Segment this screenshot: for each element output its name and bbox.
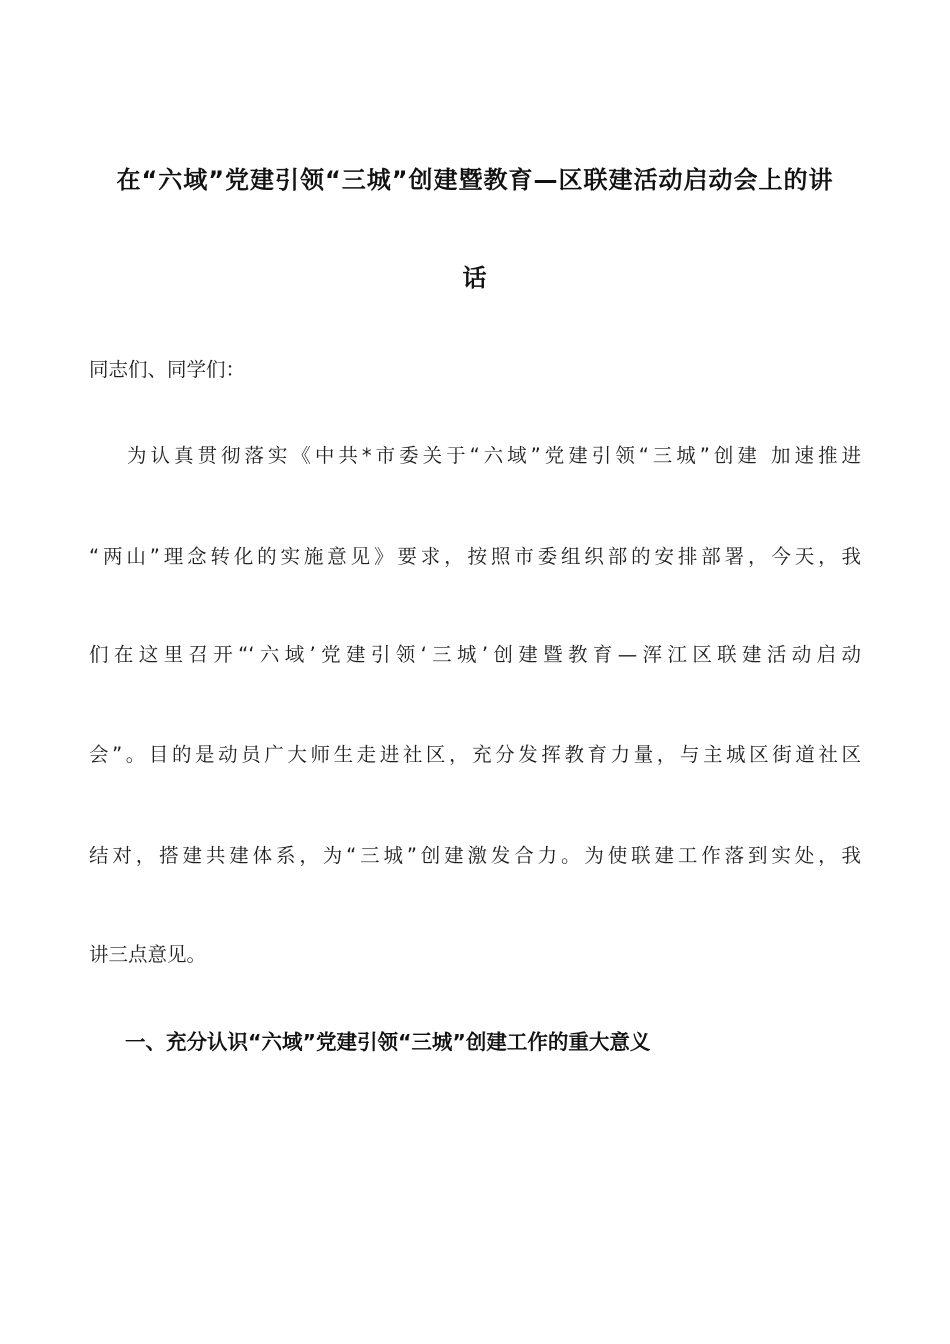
paragraph-line: 们在这里召开“‘六域’党建引领‘三城’创建暨教育—浑江区联建活动启动	[89, 643, 861, 666]
paragraph-line: 为认真贯彻落实《中共*市委关于“六域”党建引领“三城”创建 加速推进	[127, 444, 861, 467]
paragraph-line: 讲三点意见。	[89, 943, 207, 966]
section-heading: 一、充分认识“六域”党建引领“三城”创建工作的重大意义	[125, 1030, 651, 1054]
paragraph-line: 会”。目的是动员广大师生走进社区，充分发挥教育力量，与主城区街道社区	[89, 743, 861, 766]
salutation: 同志们、同学们：	[89, 358, 246, 381]
document-title-line-1: 在“六域”党建引领“三城”创建暨教育—区联建活动启动会上的讲	[116, 166, 834, 194]
document-title-line-2: 话	[462, 264, 488, 292]
paragraph-line: “两山”理念转化的实施意见》要求，按照市委组织部的安排部署，今天，我	[89, 545, 861, 568]
paragraph-line: 结对，搭建共建体系，为“三城”创建激发合力。为使联建工作落到实处，我	[89, 844, 861, 867]
